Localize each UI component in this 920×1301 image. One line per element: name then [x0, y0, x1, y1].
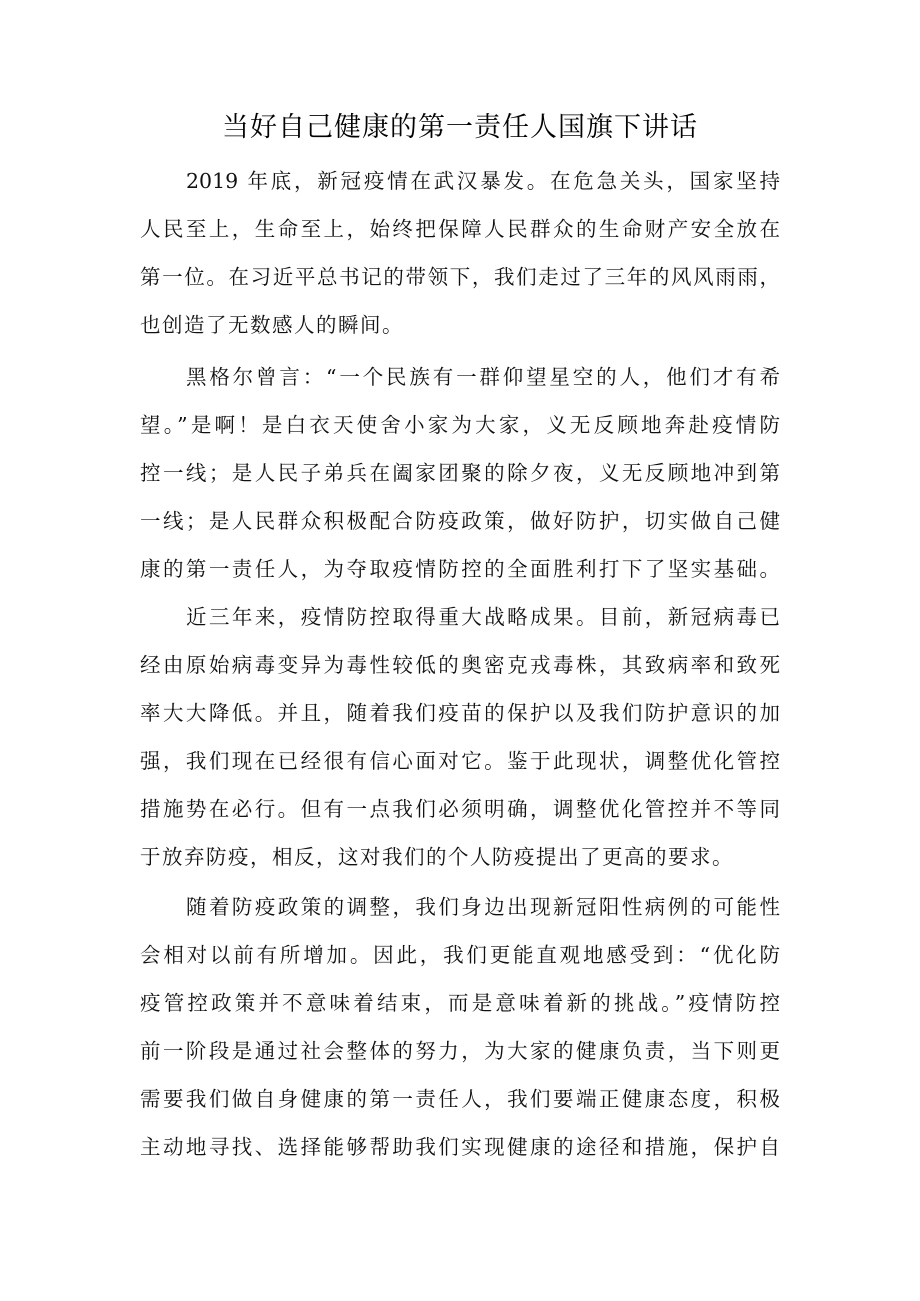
paragraph-3-line-2: 经由原始病毒变异为毒性较低的奥密克戎毒株，其致病率和致死 [140, 653, 780, 677]
paragraph-3-line-3: 率大大降低。并且，随着我们疫苗的保护以及我们防护意识的加 [140, 701, 780, 725]
paragraph-3-line-5: 措施势在必行。但有一点我们必须明确，调整优化管控并不等同 [140, 797, 780, 821]
paragraph-3-line-4: 强，我们现在已经很有信心面对它。鉴于此现状，调整优化管控 [140, 749, 780, 773]
paragraph-4-line-2: 会相对以前有所增加。因此，我们更能直观地感受到：“优化防 [140, 943, 780, 967]
paragraph-1-line-1: 2019 年底，新冠疫情在武汉暴发。在危急关头，国家坚持 [186, 169, 780, 193]
paragraph-4-line-1: 随着防疫政策的调整，我们身边出现新冠阳性病例的可能性 [186, 895, 780, 919]
paragraph-2-line-4: 一线；是人民群众积极配合防疫政策，做好防护，切实做自己健 [140, 509, 780, 533]
paragraph-4-line-6: 主动地寻找、选择能够帮助我们实现健康的途径和措施，保护自 [140, 1135, 780, 1159]
paragraph-4-line-5: 需要我们做自身健康的第一责任人，我们要端正健康态度，积极 [140, 1087, 780, 1111]
paragraph-1-line-3: 第一位。在习近平总书记的带领下，我们走过了三年的风风雨雨， [140, 265, 780, 289]
document-title: 当好自己健康的第一责任人国旗下讲话 [222, 112, 698, 143]
paragraph-2-line-5: 康的第一责任人，为夺取疫情防控的全面胜利打下了坚实基础。 [140, 557, 780, 581]
paragraph-1-line-4: 也创造了无数感人的瞬间。 [140, 313, 404, 337]
paragraph-1-line-2: 人民至上，生命至上，始终把保障人民群众的生命财产安全放在 [140, 217, 780, 241]
paragraph-3-line-6: 于放弃防疫，相反，这对我们的个人防疫提出了更高的要求。 [140, 845, 734, 869]
paragraph-4-line-3: 疫管控政策并不意味着结束，而是意味着新的挑战。”疫情防控 [140, 991, 780, 1015]
paragraph-2-line-1: 黑格尔曾言：“一个民族有一群仰望星空的人，他们才有希 [186, 365, 780, 389]
paragraph-4-line-4: 前一阶段是通过社会整体的努力，为大家的健康负责，当下则更 [140, 1039, 780, 1063]
paragraph-3-line-1: 近三年来，疫情防控取得重大战略成果。目前，新冠病毒已 [186, 605, 780, 629]
paragraph-2-line-3: 控一线；是人民子弟兵在阖家团聚的除夕夜，义无反顾地冲到第 [140, 461, 780, 485]
paragraph-2-line-2: 望。”是啊！是白衣天使舍小家为大家，义无反顾地奔赴疫情防 [140, 413, 780, 437]
